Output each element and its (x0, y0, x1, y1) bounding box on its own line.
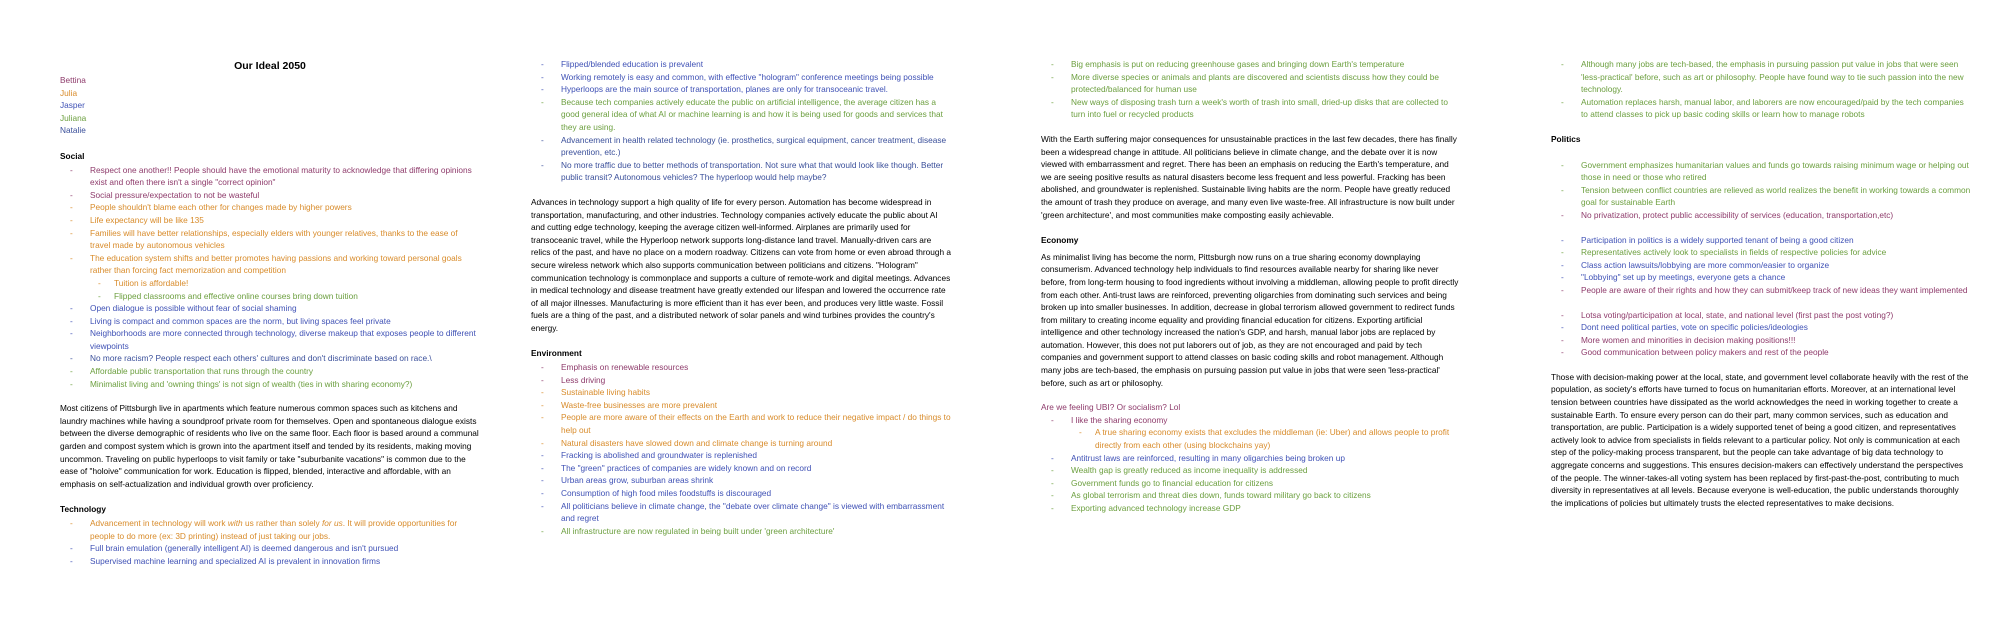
list-item: - Lotsa voting/participation at local, state, and national level (first past the post voting?) (1551, 309, 1971, 322)
author-natalie: Natalie (60, 125, 86, 136)
list-item: - Urban areas grow, suburban areas shrink (531, 474, 951, 487)
list-item: - Government emphasizes humanitarian values and funds go towards raising minimum wage or helping out those in need or those who retired (1551, 159, 1971, 184)
social-sub-bullet-list (60, 277, 480, 302)
list-item: - Flipped classrooms and effective online courses bring down tuition (60, 290, 480, 303)
list-item: - I like the sharing economy (1041, 414, 1461, 427)
list-item: - People are aware of their rights and how they can submit/keep track of new ideas they want implemented (1551, 284, 1971, 297)
list-item: - Wealth gap is greatly reduced as income inequality is addressed (1041, 464, 1461, 477)
column-4 (1551, 58, 1971, 521)
list-item: - Tuition is affordable! (60, 277, 480, 290)
author-juliana: Juliana (60, 112, 87, 123)
list-item: - All infrastructure are now regulated in being built under 'green architecture' (531, 525, 951, 538)
list-item: - Exporting advanced technology increase GDP (1041, 502, 1461, 515)
author-list (60, 74, 480, 137)
column-3 (1041, 58, 1461, 515)
list-item: - Fracking is abolished and groundwater is replenished (531, 449, 951, 462)
list-item: - Waste-free businesses are more prevalent (531, 399, 951, 412)
economy-paragraph: As minimalist living has become the norm, Pittsburgh now runs on a true sharing economy downplaying consumerism. Advanced technology help individuals to find resources available nearby for sharing like never before, from long-term housing to food ingredients without involving a middleman, allowing people to profit directly from each other. Anti-trust laws are reinforced, preventing oligarchies from dominating such services and being broken up into smaller businesses. In addition, decrease in global terrorism allowed government to redirect funds from military to creating income equality and providing financial education for citizens. Exporting artificial intelligence and other technology increased the nation's GDP, and harsh, manual labor jobs are replaced by automation. However, this does not put laborers out of job, as they are not encouraged and paid by tech companies and government support to attend classes on basic coding skills and robot management. Although many jobs are tech-based, the emphasis on pursuing passion put value in jobs that were seen 'less-practical' before, such as art or philosophy. (1041, 251, 1459, 388)
list-item: - More women and minorities in decision making positions!!! (1551, 334, 1971, 347)
technology-bullet-list (60, 517, 480, 567)
technology-bullet-list-cont (531, 58, 951, 184)
list-item: - "Lobbying" set up by meetings, everyone gets a chance (1551, 271, 1971, 284)
list-item: - All politicians believe in climate change, the "debate over climate change" is viewed with embarrassment and regret (531, 500, 951, 525)
column-1 (60, 58, 480, 567)
list-item: - Because tech companies actively educate the public on artificial intelligence, the average citizen has a good general idea of what AI or machine learning is and how it is being used for goods and services that they are using. (531, 96, 951, 134)
list-item: - Families will have better relationships, especially elders with younger relatives, thanks to the ease of travel made by autonomous vehicles (60, 227, 480, 252)
list-item: - More diverse species or animals and plants are discovered and scientists discuss how they could be protected/balanced for human use (1041, 71, 1461, 96)
politics-bullet-list-c (1551, 309, 1971, 359)
page-title: Our Ideal 2050 (234, 60, 306, 72)
list-item: - Hyperloops are the main source of transportation, planes are only for transoceanic travel. (531, 83, 951, 96)
author-jasper: Jasper (60, 100, 85, 111)
section-heading-environment: Environment (531, 348, 582, 359)
social-paragraph: Most citizens of Pittsburgh live in apartments which feature numerous common spaces such as kitchens and laundry machines while having a soundproof private room for themselves. Open and spontaneous dialogue exists between the diverse demographic of residents who live on the same floor. Each floor is based around a communal garden and compost system which is grown into the apartment itself and tended by its residents, making moving uncommon. Traveling on public hyperloops to visit family or take "suburbanite vacations" is common due to the ease of "holoive" communication for work. Education is flipped, blended, interactive and affordable, with an emphasis on self-actualization and individual growth over proficiency. (60, 403, 479, 489)
list-item: - Affordable public transportation that runs through the country (60, 365, 480, 378)
list-item: - Advancement in technology will work with us rather than solely for us. It will provide opportunities for people to do more (ex: 3D printing) instead of just taking our jobs. (60, 517, 480, 542)
section-heading-politics: Politics (1551, 133, 1581, 144)
section-heading-social: Social (60, 150, 85, 161)
list-item: - The "green" practices of companies are widely known and on record (531, 462, 951, 475)
list-item: - Working remotely is easy and common, with effective "hologram" conference meetings being possible (531, 71, 951, 84)
social-bullet-list-2 (60, 302, 480, 390)
economy-bullet-list (1041, 452, 1461, 515)
list-item: - Big emphasis is put on reducing greenhouse gases and bringing down Earth's temperature (1041, 58, 1461, 71)
list-item: - Participation in politics is a widely supported tenant of being a good citizen (1551, 234, 1971, 247)
list-item: - Government funds go to financial education for citizens (1041, 477, 1461, 490)
list-item: - New ways of disposing trash turn a week's worth of trash into small, dried-up disks that are collected to turn into fuel or recycled products (1041, 96, 1461, 121)
author-julia: Julia (60, 87, 78, 98)
list-item: - People shouldn't blame each other for changes made by higher powers (60, 201, 480, 214)
list-item: - As global terrorism and threat dies down, funds toward military go back to citizens (1041, 489, 1461, 502)
list-item: - Consumption of high food miles foodstuffs is discouraged (531, 487, 951, 500)
ubi-bullet-list (1041, 414, 1461, 427)
list-item: - Good communication between policy makers and rest of the people (1551, 346, 1971, 359)
environment-bullet-list-cont (1041, 58, 1461, 121)
environment-paragraph: With the Earth suffering major consequences for unsustainable practices in the last few decades, there has finally been a widespread change in attitude. All politicians believe in climate change, and the debate over it is now viewed with embarrassment and regret. There has been an emphasis on reducing the Earth's temperature, and we are seeing positive results as natural disasters become less frequent and less powerful. Fracking has been abolished, and groundwater is replenished. Sustainable living habits are the norm. People have greatly reduced the amount of trash they produce on average, and many even live waste-free. All infrastructure is now built under 'green architecture', and most communities make composting easily achievable. (1041, 133, 1457, 220)
social-bullet-list (60, 164, 480, 277)
list-item: - Social pressure/expectation to not be wasteful (60, 189, 480, 202)
list-item: - Open dialogue is possible without fear of social shaming (60, 302, 480, 315)
list-item: - Sustainable living habits (531, 386, 951, 399)
list-item: - Supervised machine learning and specialized AI is prevalent in innovation firms (60, 555, 480, 568)
list-item: - The education system shifts and better promotes having passions and working toward personal goals rather than forcing fact memorization and competition (60, 252, 480, 277)
politics-paragraph: Those with decision-making power at the local, state, and government level collaborate heavily with the rest of the population, as society's efforts have turned to focus on humanitarian efforts. Moreover, at an international level tension between countries have dissipated as the world acknowledges the need in working together to create a sustainable Earth. To ensure every person can do their part, many common services, such as education and transportation, are public. Participation is a widely supported tenet of being a good citizen, and representatives actively look to advice from specialists in fields relevant to a particular policy. Not only is communication at each step of the policy-making process transparent, but the people can take advantage of big data technology to aggregate concerns and suggestions. This ensures decision-makers can effectively understand the perspectives of the people. The winner-takes-all voting system has been replaced by first-past-the-post, contributing to much diversity in representatives at all levels. Because everyone is well-education, the public understands thoroughly the implications of policies but ultimately trusts the elected representatives to make decisions. (1551, 371, 1969, 508)
column-2 (531, 58, 951, 537)
list-item: - Respect one another!! People should have the emotional maturity to acknowledge that differing opinions exist and often there isn't a single "correct opinion" (60, 164, 480, 189)
list-item: - Tension between conflict countries are relieved as world realizes the benefit in working towards a common goal for sustainable Earth (1551, 184, 1971, 209)
list-item: - Living is compact and common spaces are the norm, but living spaces feel private (60, 315, 480, 328)
list-item: - Advancement in health related technology (ie. prosthetics, surgical equipment, cancer treatment, disease prevention, etc.) (531, 134, 951, 159)
list-item: - No more racism? People respect each others' cultures and don't discriminate based on race.\ (60, 352, 480, 365)
list-item: - Dont need political parties, vote on specific policies/ideologies (1551, 321, 1971, 334)
ubi-question: Are we feeling UBI? Or socialism? Lol (1041, 402, 1181, 413)
list-item: - Flipped/blended education is prevalent (531, 58, 951, 71)
list-item: - Natural disasters have slowed down and climate change is turning around (531, 437, 951, 450)
list-item: - Full brain emulation (generally intelligent AI) is deemed dangerous and isn't pursued (60, 542, 480, 555)
environment-bullet-list (531, 361, 951, 537)
list-item: - No more traffic due to better methods of transportation. Not sure what that would look like though. Better public transit? Autonomous vehicles? The hyperloop would help maybe? (531, 159, 951, 184)
list-item: - Representatives actively look to specialists in fields of respective policies for advice (1551, 246, 1971, 259)
list-item: - Neighborhoods are more connected through technology, diverse makeup that exposes people to different viewpoints (60, 327, 480, 352)
politics-bullet-list-b (1551, 234, 1971, 297)
list-item: - People are more aware of their effects on the Earth and work to reduce their negative impact / do things to help out (531, 411, 951, 436)
list-item: - Emphasis on renewable resources (531, 361, 951, 374)
list-item: - Although many jobs are tech-based, the emphasis in pursuing passion put value in jobs that were seen 'less-practical' before, such as art or philosophy. People have found way to tie such passion into the new technology. (1551, 58, 1971, 96)
list-item: - Automation replaces harsh, manual labor, and laborers are now encouraged/paid by the tech companies to attend classes to pick up basic coding skills or learn how to manage robots (1551, 96, 1971, 121)
politics-bullet-list-a (1551, 159, 1971, 222)
section-heading-technology: Technology (60, 504, 106, 515)
ubi-sub-bullet-list (1041, 426, 1461, 451)
list-item: - A true sharing economy exists that excludes the middleman (ie: Uber) and allows people to profit directly from each other (using blockchains yay) (1041, 426, 1461, 451)
list-item: - Life expectancy will be like 135 (60, 214, 480, 227)
author-bettina: Bettina (60, 75, 86, 85)
section-heading-economy: Economy (1041, 235, 1079, 246)
economy-bullet-list-cont (1551, 58, 1971, 121)
list-item: - Less driving (531, 374, 951, 387)
list-item: - Class action lawsuits/lobbying are more common/easier to organize (1551, 259, 1971, 272)
technology-paragraph: Advances in technology support a high quality of life for every person. Automation has become widespread in transportation, manufacturing, and other industries. Technology companies actively educate the public about AI and cutting edge technology, keeping the average citizen well-informed. Airplanes are primarily used for transoceanic travel, while the Hyperloop network supports long-distance land travel. Manually-driven cars are relics of the past, and have no place on a modern roadway. Citizens can vote from home or even abroad through a secure wireless network which also supports communication between politicians and citizens. "Hologram" communication technology is commonplace and supports a culture of remote-work and digital meetings. Advances in medical technology and disease treatment have greatly extended our lifespan and lowered the occurrence rate of all major illnesses. Manufacturing is more efficient than it has ever been, and produces very little waste. Fossil fuels are a thing of the past, and a distributed network of solar panels and wind turbines provides the country's energy. (531, 196, 952, 333)
list-item: - Antitrust laws are reinforced, resulting in many oligarchies being broken up (1041, 452, 1461, 465)
list-item: - Minimalist living and 'owning things' is not sign of wealth (ties in with sharing economy?) (60, 378, 480, 391)
list-item: - No privatization, protect public accessibility of services (education, transportation,etc) (1551, 209, 1971, 222)
